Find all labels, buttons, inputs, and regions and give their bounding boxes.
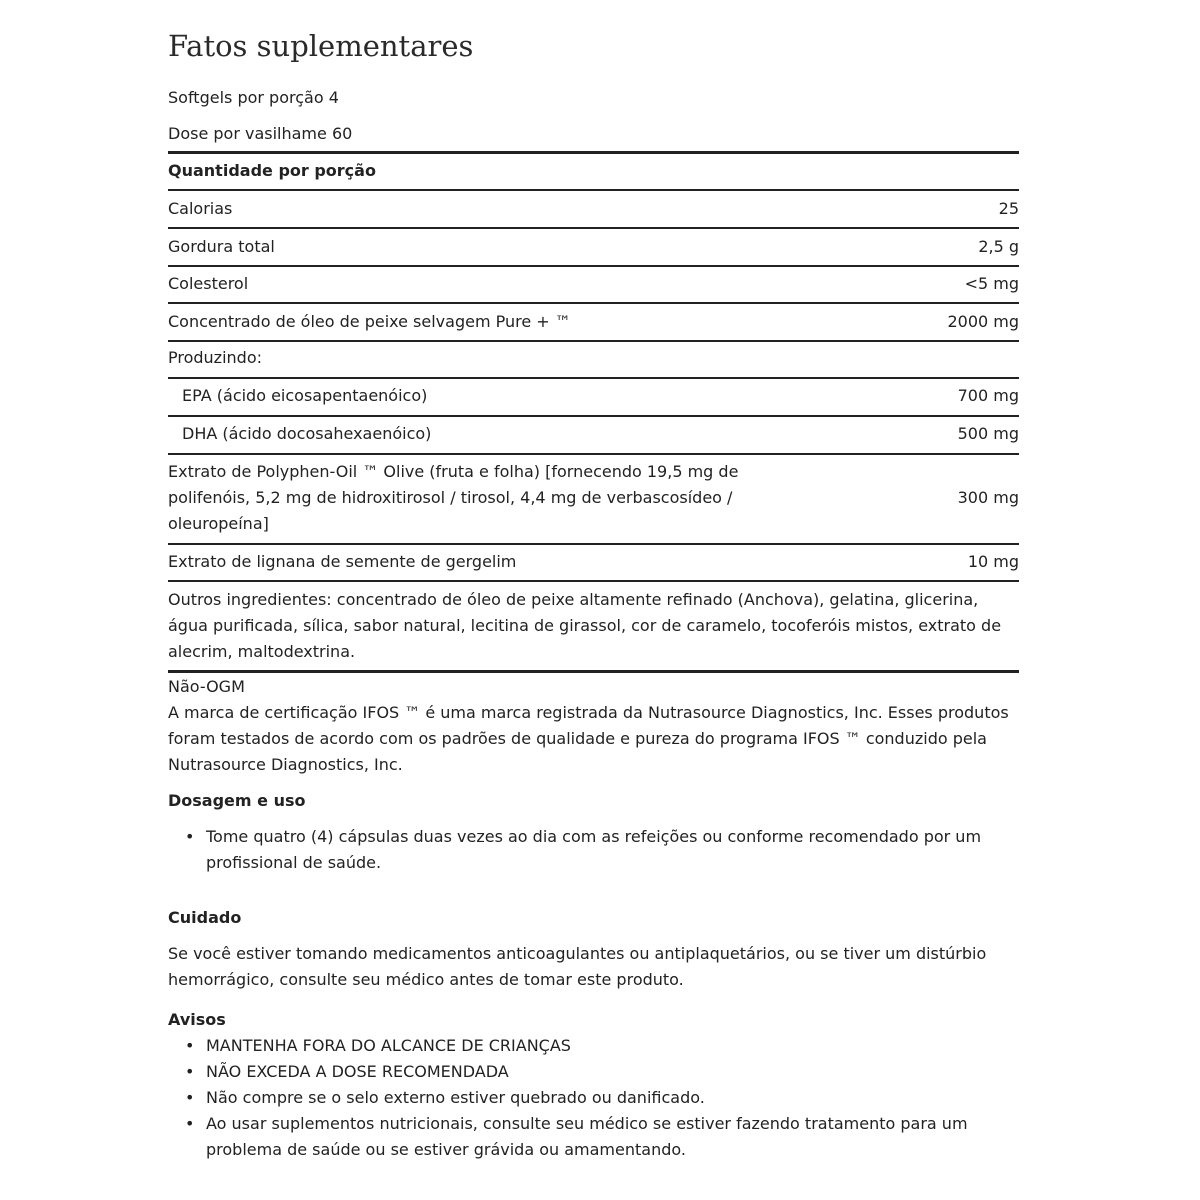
divider: [168, 580, 1019, 582]
divider: [168, 265, 1019, 267]
table-row: [168, 549, 1019, 575]
warnings-heading: Avisos: [168, 1010, 226, 1029]
nutrient-label: Extrato de lignana de semente de gergelim: [168, 552, 517, 571]
nutrient-label: Gordura total: [168, 237, 275, 256]
divider: [168, 670, 1019, 673]
nutrient-label: Produzindo:: [168, 348, 262, 367]
divider: [168, 227, 1019, 229]
divider: [168, 377, 1019, 379]
amount-per-serving-header: [168, 158, 1019, 184]
divider: [168, 189, 1019, 191]
divider: [168, 302, 1019, 304]
non-gmo-label: Não-OGM: [168, 677, 245, 696]
amount-per-serving-label: Quantidade por porção: [168, 161, 376, 180]
nutrient-label: DHA (ácido docosahexaenóico): [182, 424, 432, 443]
table-row: [168, 309, 1019, 335]
table-row: [168, 421, 1019, 447]
nutrient-value: 300 mg: [957, 488, 1019, 507]
dosage-list: [168, 824, 998, 876]
other-ingredients: Outros ingredientes: concentrado de óleo de peixe altamente refinado (Anchova), gelatina, glicerina, água purificada, sílica, sabor natural, lecitina de girassol, cor de caramelo, tocoferóis mistos, extrato de alecrim, maltodextrina.: [168, 590, 1002, 661]
divider: [168, 340, 1019, 342]
nutrient-value: 2000 mg: [947, 312, 1019, 331]
table-row: [168, 234, 1019, 260]
nutrient-label: Extrato de Polyphen-Oil ™ Olive (fruta e folha) [fornecendo 19,5 mg de polifenóis, 5,2 mg de hidroxitirosol / tirosol, 4,4 mg de verbascosídeo / oleuropeína]: [168, 462, 739, 533]
table-row: [168, 383, 1019, 409]
caution-heading: Cuidado: [168, 908, 242, 927]
table-row: [168, 345, 1019, 371]
divider: [168, 543, 1019, 545]
nutrient-value: 700 mg: [957, 386, 1019, 405]
nutrient-value: 25: [998, 199, 1019, 218]
nutrient-label: Concentrado de óleo de peixe selvagem Pure + ™: [168, 312, 571, 331]
nutrient-value: 10 mg: [967, 552, 1019, 571]
table-row: [168, 271, 1019, 297]
table-row: [168, 459, 1019, 537]
nutrient-value: <5 mg: [964, 274, 1019, 293]
servings-per-container: Dose por vasilhame 60: [168, 124, 353, 143]
nutrient-label: Calorias: [168, 199, 233, 218]
caution-text: Se você estiver tomando medicamentos anticoagulantes ou antiplaquetários, ou se tiver um distúrbio hemorrágico, consulte seu médico antes de tomar este produto.: [168, 944, 987, 989]
list-item: • NÃO EXCEDA A DOSE RECOMENDADA: [168, 1059, 998, 1085]
divider: [168, 151, 1019, 154]
list-item: • MANTENHA FORA DO ALCANCE DE CRIANÇAS: [168, 1033, 998, 1059]
ifos-certification-note: A marca de certificação IFOS ™ é uma marca registrada da Nutrasource Diagnostics, Inc. Esses produtos foram testados de acordo com os padrões de qualidade e pureza do programa IFOS ™ conduzido pela Nutrasource Diagnostics, Inc.: [168, 703, 1009, 774]
nutrient-label: EPA (ácido eicosapentaenóico): [182, 386, 428, 405]
dosage-heading: Dosagem e uso: [168, 791, 306, 810]
list-item: • Não compre se o selo externo estiver quebrado ou danificado.: [168, 1085, 998, 1111]
list-item: • Tome quatro (4) cápsulas duas vezes ao dia com as refeições ou conforme recomendado por um profissional de saúde.: [168, 824, 998, 876]
divider: [168, 453, 1019, 455]
servings-per-portion: Softgels por porção 4: [168, 88, 339, 107]
warnings-list: [168, 1033, 998, 1163]
nutrient-value: 2,5 g: [978, 237, 1019, 256]
page-title: Fatos suplementares: [168, 29, 474, 63]
divider: [168, 415, 1019, 417]
nutrient-label: Colesterol: [168, 274, 249, 293]
table-row: [168, 196, 1019, 222]
nutrient-value: 500 mg: [957, 424, 1019, 443]
list-item: • Ao usar suplementos nutricionais, consulte seu médico se estiver fazendo tratamento para um problema de saúde ou se estiver grávida ou amamentando.: [168, 1111, 998, 1163]
